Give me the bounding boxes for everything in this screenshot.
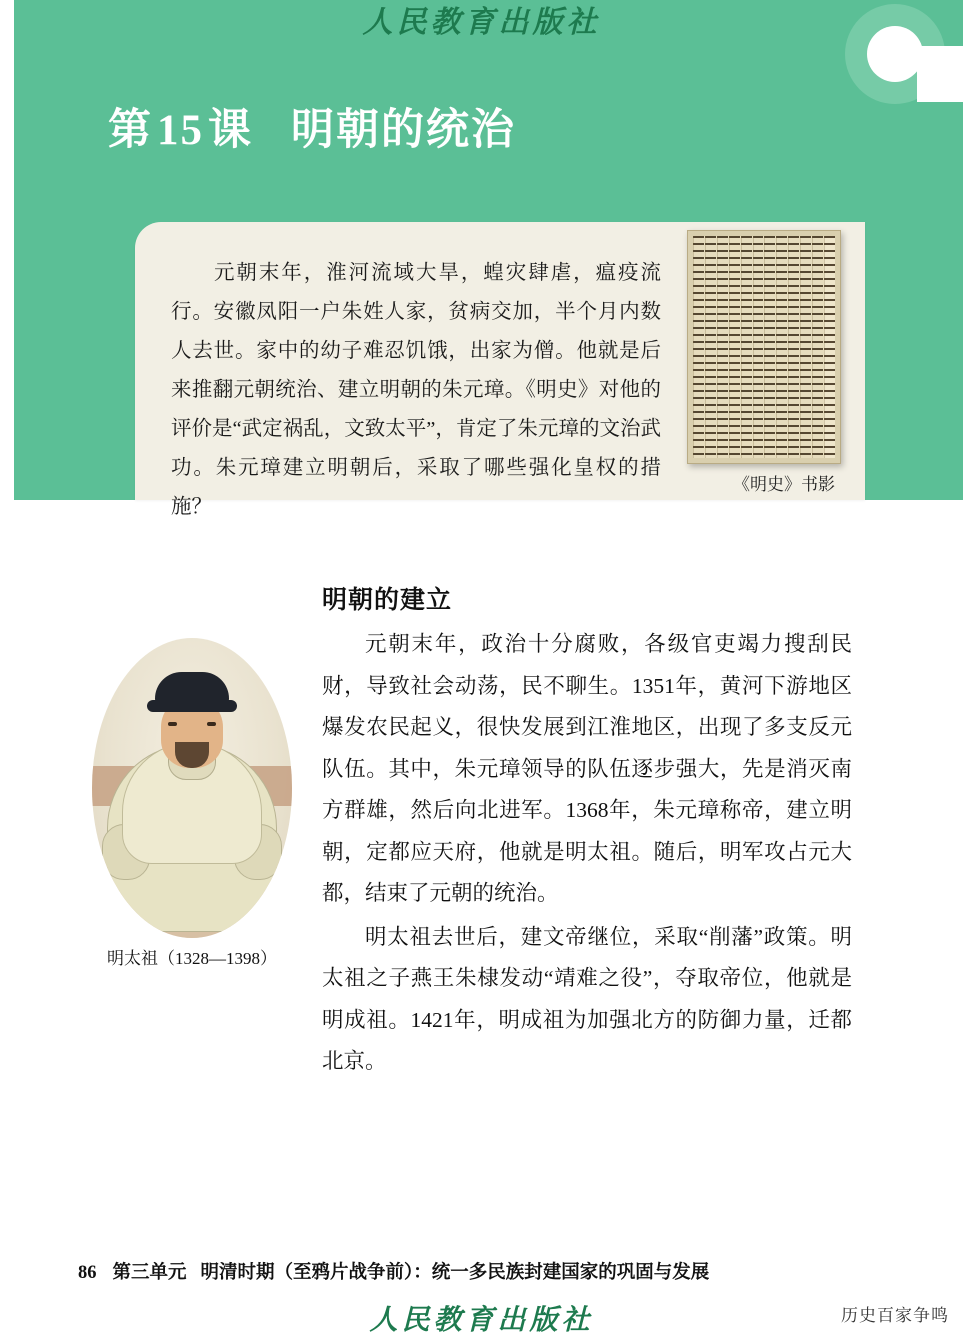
- body-text: [322, 624, 852, 1083]
- page-number: 86: [78, 1263, 97, 1283]
- page-title: [108, 96, 516, 157]
- intro-paragraph: [171, 254, 661, 527]
- footer: [78, 1258, 709, 1284]
- footer-unit: 第三单元: [112, 1263, 187, 1283]
- intro-paragraph-text: 元朝末年，淮河流域大旱，蝗灾肆虐，瘟疫流行。安徽凤阳一户朱姓人家，贫病交加，半个月内数人去世。家中的幼子难忍饥饿，出家为僧。他就是后来推翻元朝统治、建立明朝的朱元璋。《明史》对他的评价是“武定祸乱，文致太平”，肯定了朱元璋的文治武功。朱元璋建立明朝后，采取了哪些强化皇权的措施？: [171, 262, 661, 518]
- circle-decoration-cutout: [917, 46, 963, 102]
- emperor-portrait-figure: [92, 638, 292, 968]
- intro-card: [135, 222, 865, 518]
- body-paragraph-1: 元朝末年，政治十分腐败，各级官吏竭力搜刮民财，导致社会动荡，民不聊生。1351年，黄河下游地区爆发农民起义，很快发展到江淮地区，出现了多支反元队伍。其中，朱元璋领导的队伍逐步强大，先是消灭南方群雄，然后向北进军。1368年，朱元璋称帝，建立明朝，定都应天府，他就是明太祖。随后，明军攻占元大都，结束了元朝的统治。: [322, 632, 852, 905]
- section-heading: 明朝的建立: [322, 587, 453, 614]
- book-image-caption: 《明史》书影: [733, 475, 835, 494]
- emperor-portrait-image: [92, 638, 292, 938]
- publisher-logo-bottom: [0, 1298, 963, 1338]
- watermark: 历史百家争鸣: [841, 1306, 949, 1325]
- footer-unit-title: 明清时期（至鸦片战争前）：统一多民族封建国家的巩固与发展: [200, 1263, 710, 1283]
- body-paragraph-2: 明太祖去世后，建文帝继位，采取“削藩”政策。明太祖之子燕王朱棣发动“靖难之役”，夺取帝位，他就是明成祖。1421年，明成祖为加强北方的防御力量，迁都北京。: [322, 924, 852, 1073]
- lesson-number: 15: [157, 107, 204, 154]
- publisher-logo-top-text: 人民教育出版社: [362, 6, 601, 39]
- portrait-caption: 明太祖（1328—1398）: [107, 949, 277, 968]
- ming-history-book-image: [687, 230, 841, 464]
- lesson-title-text: 明朝的统治: [291, 107, 516, 154]
- lesson-suffix: 课: [208, 107, 253, 154]
- publisher-logo-bottom-text: 人民教育出版社: [369, 1305, 594, 1336]
- lesson-prefix: 第: [108, 107, 153, 154]
